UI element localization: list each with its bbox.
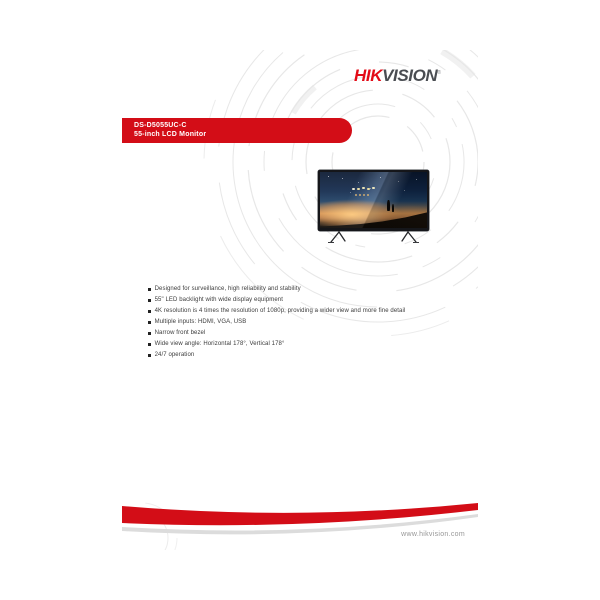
feature-item — [148, 330, 405, 341]
bullet-square-icon — [148, 288, 151, 291]
product-image-monitor — [318, 170, 429, 244]
feature-text: Narrow front bezel — [154, 330, 206, 336]
feature-text: 55" LED backlight with wide display equipment — [154, 297, 283, 303]
monitor-stand-feet — [318, 231, 429, 244]
registered-trademark-icon: ® — [437, 70, 441, 76]
feature-item — [148, 341, 405, 352]
product-name: 55-inch LCD Monitor — [134, 131, 207, 138]
feature-item — [148, 352, 405, 363]
feature-item — [148, 297, 405, 308]
footer-swoosh-decoration — [122, 490, 478, 550]
website-link[interactable]: www.hikvision.com — [401, 531, 465, 538]
model-number: DS-D5055UC-C — [134, 122, 187, 129]
bullet-square-icon — [148, 343, 151, 346]
feature-item — [148, 319, 405, 330]
feature-item — [148, 308, 405, 319]
monitor-bezel — [318, 170, 429, 231]
bullet-square-icon — [148, 321, 151, 324]
hikvision-logo — [354, 67, 441, 84]
model-banner — [122, 118, 352, 143]
screen-glare — [320, 172, 427, 228]
feature-text: Multiple inputs: HDMI, VGA, USB — [154, 319, 247, 325]
feature-text: Wide view angle: Horizontal 178°, Vertical 178° — [154, 341, 285, 347]
feature-item — [148, 286, 405, 297]
logo-hik-text: HIK — [354, 66, 383, 85]
bullet-square-icon — [148, 310, 151, 313]
bullet-square-icon — [148, 354, 151, 357]
logo-vision-text: VISION — [382, 66, 438, 85]
bullet-square-icon — [148, 332, 151, 335]
feature-list — [148, 286, 405, 363]
feature-text: 4K resolution is 4 times the resolution of 1080p, providing a wider view and more fine detail — [154, 308, 406, 314]
monitor-screen-art — [320, 172, 427, 228]
feature-text: Designed for surveillance, high reliability and stability — [154, 286, 301, 292]
datasheet-page — [122, 50, 478, 550]
bullet-square-icon — [148, 299, 151, 302]
feature-text: 24/7 operation — [154, 352, 195, 358]
